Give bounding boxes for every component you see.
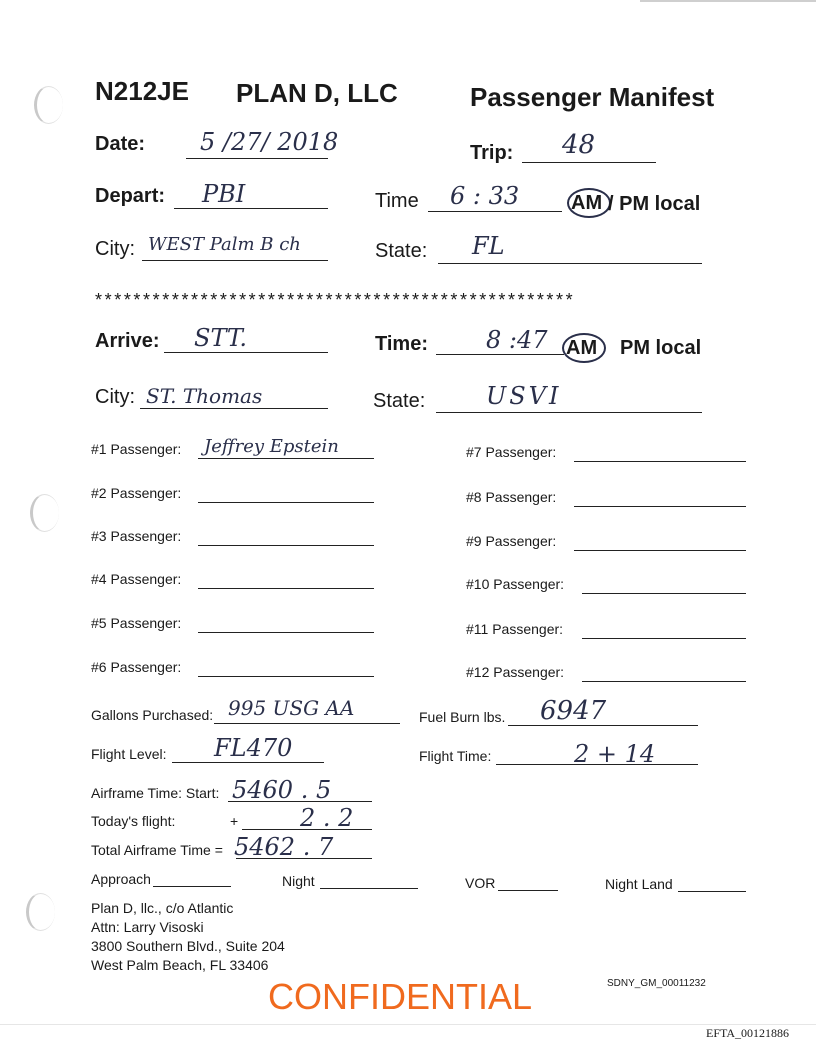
night-land-line: [678, 891, 746, 892]
separator-stars: **************************************************: [95, 290, 576, 310]
vor-line: [498, 890, 558, 891]
passenger-label: #9 Passenger:: [466, 533, 557, 549]
night-land-label: Night Land: [605, 876, 673, 892]
arrive-label: Arrive:: [95, 330, 160, 352]
date-line: [186, 158, 328, 159]
passenger-label: #11 Passenger:: [466, 621, 564, 637]
flight-level-label: Flight Level:: [91, 746, 167, 762]
passenger-line: [198, 545, 374, 546]
total-airframe-label: Total Airframe Time =: [91, 842, 223, 858]
passenger-label: #12 Passenger:: [466, 664, 565, 680]
confidential-stamp: CONFIDENTIAL: [268, 976, 533, 1017]
passenger-line: [574, 461, 746, 462]
passenger-line: [582, 593, 746, 594]
flight-level-value: FL470: [214, 734, 293, 762]
depart-pm-local: / PM local: [608, 193, 701, 215]
address-line: Attn: Larry Visoski: [91, 919, 204, 935]
total-airframe-value: 5462 . 7: [234, 833, 334, 861]
approach-line: [153, 886, 231, 887]
airframe-start-value: 5460 . 5: [232, 776, 332, 804]
arrive-time-value: 8 :47: [486, 326, 548, 354]
depart-city-line: [142, 260, 328, 261]
fuel-burn-value: 6947: [540, 696, 607, 726]
approach-label: Approach: [91, 871, 151, 887]
fuel-burn-label: Fuel Burn lbs.: [419, 709, 506, 725]
tail-number: N212JE: [95, 76, 189, 106]
passenger-line: [198, 632, 374, 633]
arrive-city-value: ST. Thomas: [146, 384, 263, 408]
airframe-start-label: Airframe Time: Start:: [91, 785, 220, 801]
depart-time-label: Time: [375, 190, 419, 212]
gallons-value: 995 USG AA: [228, 696, 355, 720]
arrive-state-line: [436, 412, 702, 413]
depart-time-line: [428, 211, 562, 212]
passenger-value: Jeffrey Epstein: [204, 436, 339, 457]
arrive-state-value: USVI: [486, 382, 562, 410]
depart-state-label: State:: [375, 240, 428, 262]
depart-time-value: 6 : 33: [450, 182, 520, 210]
depart-label: Depart:: [95, 185, 166, 207]
passenger-line: [574, 506, 746, 507]
depart-state-value: FL: [472, 232, 505, 260]
date-value: 5 /27/ 2018: [200, 128, 339, 156]
flight-level-line: [172, 762, 324, 763]
night-line: [320, 888, 418, 889]
passenger-line: [198, 458, 374, 459]
arrive-pm-local: PM local: [620, 337, 702, 359]
arrive-line: [164, 352, 328, 353]
night-label: Night: [282, 873, 315, 889]
passenger-label: #7 Passenger:: [466, 444, 557, 460]
arrive-am: AM: [566, 337, 598, 359]
passenger-label: #1 Passenger:: [91, 441, 182, 457]
depart-value: PBI: [202, 180, 246, 208]
address-line: West Palm Beach, FL 33406: [91, 957, 269, 973]
passenger-label: #8 Passenger:: [466, 489, 557, 505]
todays-flight-plus: +: [230, 813, 239, 829]
binder-hole: [34, 86, 63, 124]
passenger-line: [582, 681, 746, 682]
page-edge-line: [0, 1024, 816, 1025]
form-title: Passenger Manifest: [470, 82, 715, 112]
passenger-label: #5 Passenger:: [91, 615, 182, 631]
flight-time-value: 2 + 14: [574, 740, 656, 768]
bates-sdny: SDNY_GM_00011232: [607, 978, 706, 989]
trip-value: 48: [562, 130, 596, 160]
depart-city-value: WEST Palm B ch: [148, 234, 301, 255]
passenger-label: #4 Passenger:: [91, 571, 182, 587]
gallons-line: [214, 723, 400, 724]
todays-flight-label: Today's flight:: [91, 813, 176, 829]
passenger-line: [198, 676, 374, 677]
passenger-label: #6 Passenger:: [91, 659, 182, 675]
todays-flight-value: 2 . 2: [300, 804, 354, 832]
passenger-line: [198, 588, 374, 589]
bates-efta: EFTA_00121886: [706, 1026, 790, 1040]
arrive-time-line: [436, 354, 564, 355]
passenger-label: #2 Passenger:: [91, 485, 182, 501]
flight-time-label: Flight Time:: [419, 748, 492, 764]
company-name: PLAN D, LLC: [236, 78, 398, 108]
trip-label: Trip:: [470, 142, 514, 164]
depart-city-label: City:: [95, 238, 135, 260]
arrive-state-label: State:: [373, 390, 426, 412]
binder-hole: [26, 893, 55, 931]
depart-state-line: [438, 263, 702, 264]
trip-line: [522, 162, 656, 163]
arrive-time-label: Time:: [375, 333, 428, 355]
passenger-label: #10 Passenger:: [466, 576, 565, 592]
page-edge-line: [640, 0, 816, 2]
address-line: Plan D, llc., c/o Atlantic: [91, 900, 234, 916]
depart-line: [174, 208, 328, 209]
passenger-line: [582, 638, 746, 639]
passenger-line: [198, 502, 374, 503]
passenger-line: [574, 550, 746, 551]
depart-am: AM: [571, 192, 603, 214]
arrive-city-label: City:: [95, 386, 135, 408]
arrive-value: STT.: [194, 324, 248, 352]
gallons-label: Gallons Purchased:: [91, 707, 214, 723]
arrive-city-line: [140, 408, 328, 409]
date-label: Date:: [95, 133, 146, 155]
binder-hole: [30, 494, 59, 532]
passenger-label: #3 Passenger:: [91, 528, 182, 544]
address-line: 3800 Southern Blvd., Suite 204: [91, 938, 285, 954]
vor-label: VOR: [465, 875, 496, 891]
